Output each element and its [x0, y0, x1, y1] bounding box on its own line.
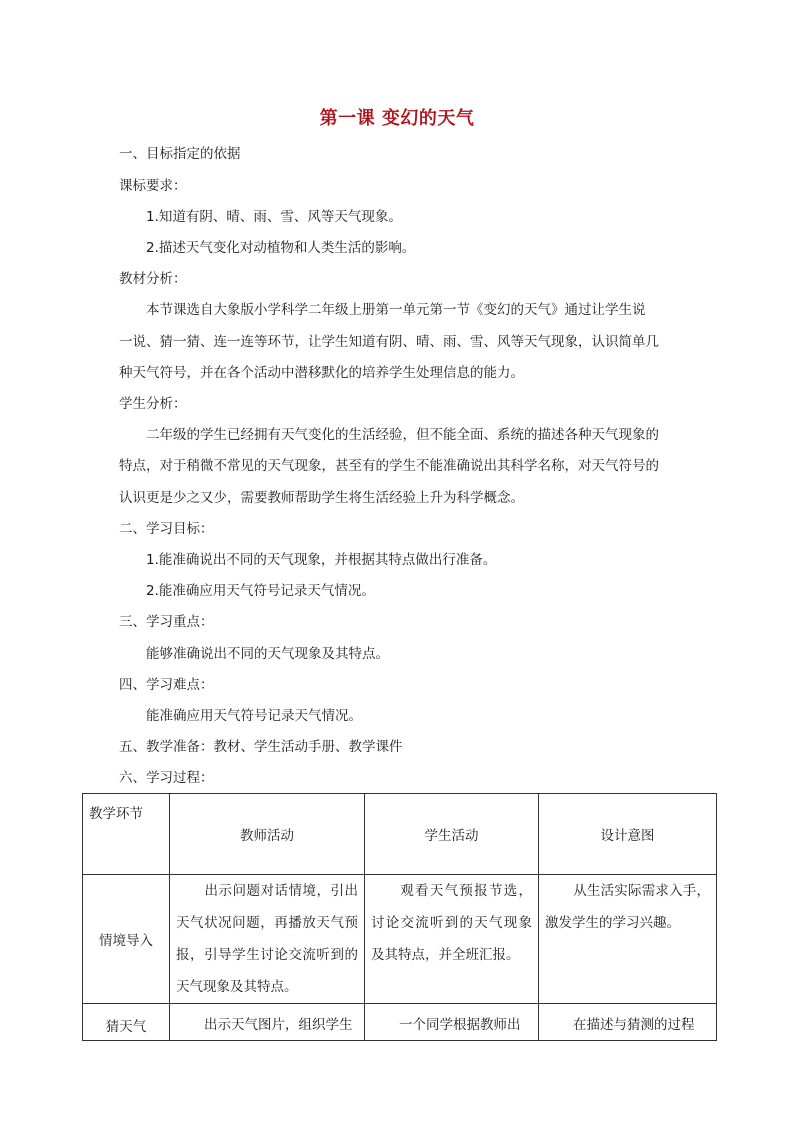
- student-paragraph-line: 二年级的学生已经拥有天气变化的生活经验，但不能全面、系统的描述各种天气现象的: [146, 427, 659, 443]
- textbook-label: 教材分析：: [119, 271, 187, 287]
- cell-stage: 情境导入: [83, 875, 170, 1004]
- cell-student-activity: [365, 1004, 539, 1041]
- student-paragraph-line: 特点，对于稍微不常见的天气现象，甚至有的学生不能准确说出其科学名称，对天气符号的: [119, 458, 659, 474]
- cell-text: 出示问题对话情境，引出天气状况问题，再播放天气预报，引导学生讨论交流听到的天气现象及其特点。: [176, 883, 358, 995]
- section-heading-goals: 二、学习目标：: [119, 521, 214, 537]
- header-student-activity: 学生活动: [365, 794, 539, 875]
- textbook-paragraph-line: 种天气符号，并在各个活动中潜移默化的培养学生处理信息的能力。: [119, 365, 524, 381]
- cell-text: 出示天气图片，组织学生: [204, 1017, 353, 1033]
- cell-stage: 猜天气: [83, 1004, 170, 1041]
- section-heading-basis: 一、目标指定的依据: [119, 146, 241, 162]
- header-teacher-activity: 教师活动: [170, 794, 365, 875]
- header-stage: 教学环节: [83, 794, 170, 875]
- header-design-intent: 设计意图: [539, 794, 717, 875]
- section-heading-preparation: 五、教学准备：教材、学生活动手册、教学课件: [119, 739, 403, 755]
- cell-design-intent: [539, 875, 717, 1004]
- student-label: 学生分析：: [119, 396, 187, 412]
- learning-process-table: [82, 793, 717, 1041]
- difficulty-text: 能准确应用天气符号记录天气情况。: [146, 708, 362, 724]
- textbook-paragraph-line: 一说、猜一猜、连一连等环节，让学生知道有阴、晴、雨、雪、风等天气现象，认识简单几: [119, 334, 659, 350]
- cell-teacher-activity: [170, 1004, 365, 1041]
- cell-text: 一个同学根据教师出: [399, 1017, 521, 1033]
- document-title: 第一课 变幻的天气: [319, 108, 475, 129]
- cell-teacher-activity: [170, 875, 365, 1004]
- cell-design-intent: [539, 1004, 717, 1041]
- section-heading-key-point: 三、学习重点：: [119, 614, 214, 630]
- section-heading-difficulty: 四、学习难点：: [119, 677, 214, 693]
- section-heading-process: 六、学习过程：: [119, 770, 214, 786]
- table-row: [83, 875, 717, 1004]
- curriculum-item: 2.描述天气变化对动植物和人类生活的影响。: [146, 240, 416, 256]
- cell-text: 在描述与猜测的过程: [573, 1017, 695, 1033]
- key-point-text: 能够准确说出不同的天气现象及其特点。: [146, 646, 389, 662]
- goal-item: 1.能准确说出不同的天气现象，并根据其特点做出行准备。: [146, 552, 497, 568]
- curriculum-label: 课标要求：: [119, 178, 187, 194]
- table-header-row: [83, 794, 717, 875]
- goal-item: 2.能准确应用天气符号记录天气情况。: [146, 583, 375, 599]
- student-paragraph-line: 认识更是少之又少，需要教师帮助学生将生活经验上升为科学概念。: [119, 490, 524, 506]
- table-row: [83, 1004, 717, 1041]
- cell-text: 观看天气预报节选，讨论交流听到的天气现象及其特点，并全班汇报。: [371, 883, 532, 963]
- curriculum-item: 1.知道有阴、晴、雨、雪、风等天气现象。: [146, 209, 402, 225]
- cell-student-activity: [365, 875, 539, 1004]
- textbook-paragraph-line: 本节课选自大象版小学科学二年级上册第一单元第一节《变幻的天气》通过让学生说: [146, 302, 646, 318]
- cell-text: 从生活实际需求入手，激发学生的学习兴趣。: [545, 883, 710, 931]
